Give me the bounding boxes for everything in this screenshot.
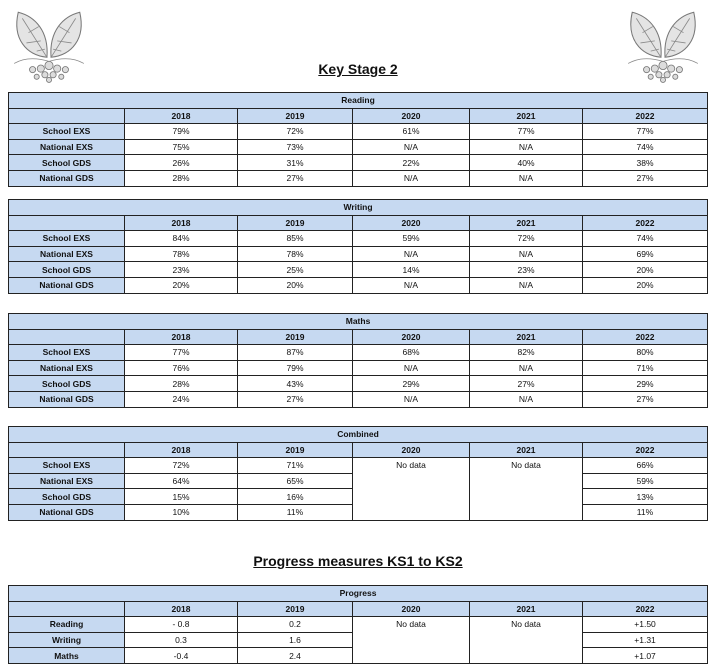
- year-header: 2021: [470, 215, 583, 231]
- value-cell: 20%: [125, 277, 238, 293]
- table-row: [9, 139, 708, 155]
- year-header: 2018: [125, 329, 238, 345]
- row-label: Reading: [9, 617, 125, 633]
- value-cell: N/A: [353, 391, 470, 407]
- year-header: 2021: [470, 442, 583, 458]
- value-cell: 20%: [238, 277, 353, 293]
- row-label: School EXS: [9, 458, 125, 474]
- value-cell: N/A: [353, 277, 470, 293]
- value-cell: 72%: [238, 124, 353, 140]
- row-label: National EXS: [9, 473, 125, 489]
- value-cell: N/A: [470, 277, 583, 293]
- row-label: Writing: [9, 632, 125, 648]
- value-cell: 77%: [125, 345, 238, 361]
- value-cell: 27%: [238, 391, 353, 407]
- reading-table-caption: Reading: [9, 93, 708, 109]
- value-cell: 64%: [125, 473, 238, 489]
- value-cell: N/A: [353, 139, 470, 155]
- value-cell: 31%: [238, 155, 353, 171]
- table-row: [9, 360, 708, 376]
- value-cell: 0.3: [125, 632, 238, 648]
- value-cell: 27%: [583, 391, 708, 407]
- value-cell: 14%: [353, 262, 470, 278]
- value-cell: 77%: [470, 124, 583, 140]
- year-header: 2018: [125, 215, 238, 231]
- value-cell: 22%: [353, 155, 470, 171]
- value-cell: 20%: [583, 262, 708, 278]
- value-cell: 28%: [125, 170, 238, 186]
- year-header: 2021: [470, 108, 583, 124]
- year-header: 2022: [583, 442, 708, 458]
- value-cell: 23%: [470, 262, 583, 278]
- value-cell: 72%: [125, 458, 238, 474]
- writing-table: [8, 199, 708, 294]
- year-header: 2020: [353, 601, 470, 617]
- value-cell: 26%: [125, 155, 238, 171]
- corner-cell: [9, 329, 125, 345]
- value-cell: 28%: [125, 376, 238, 392]
- reading-table-year-row: [9, 108, 708, 124]
- value-cell: 2.4: [238, 648, 353, 664]
- row-label: National GDS: [9, 277, 125, 293]
- table-row: [9, 345, 708, 361]
- value-cell: N/A: [470, 360, 583, 376]
- value-cell: - 0.8: [125, 617, 238, 633]
- row-label: National GDS: [9, 504, 125, 520]
- value-cell: 0.2: [238, 617, 353, 633]
- value-cell: 27%: [238, 170, 353, 186]
- progress-table: [8, 585, 708, 664]
- value-cell: 87%: [238, 345, 353, 361]
- year-header: 2022: [583, 601, 708, 617]
- value-cell: N/A: [470, 246, 583, 262]
- row-label: School EXS: [9, 345, 125, 361]
- row-label: National EXS: [9, 360, 125, 376]
- value-cell: +1.50: [583, 617, 708, 633]
- value-cell: 1.6: [238, 632, 353, 648]
- table-row: [9, 170, 708, 186]
- value-cell: 29%: [583, 376, 708, 392]
- value-cell: N/A: [470, 139, 583, 155]
- table-row: [9, 277, 708, 293]
- progress-table-caption: Progress: [9, 586, 708, 602]
- combined-table: [8, 426, 708, 521]
- combined-table-caption-row: [9, 427, 708, 443]
- year-header: 2020: [353, 442, 470, 458]
- value-cell: 75%: [125, 139, 238, 155]
- value-cell: 38%: [583, 155, 708, 171]
- value-cell: 10%: [125, 504, 238, 520]
- combined-table-year-row: [9, 442, 708, 458]
- row-label: National EXS: [9, 246, 125, 262]
- value-cell: N/A: [470, 170, 583, 186]
- corner-cell: [9, 601, 125, 617]
- maths-table: [8, 313, 708, 408]
- maths-table-caption: Maths: [9, 314, 708, 330]
- value-cell: N/A: [353, 246, 470, 262]
- value-cell: 29%: [353, 376, 470, 392]
- table-row: [9, 231, 708, 247]
- value-cell: 15%: [125, 489, 238, 505]
- maths-table-year-row: [9, 329, 708, 345]
- year-header: 2021: [470, 601, 583, 617]
- year-header: 2018: [125, 108, 238, 124]
- writing-table-caption-row: [9, 200, 708, 216]
- year-header: 2019: [238, 108, 353, 124]
- year-header: 2022: [583, 329, 708, 345]
- value-cell: 80%: [583, 345, 708, 361]
- value-cell: 24%: [125, 391, 238, 407]
- year-header: 2022: [583, 215, 708, 231]
- progress-table-caption-row: [9, 586, 708, 602]
- table-row: [9, 617, 708, 633]
- value-cell: 74%: [583, 231, 708, 247]
- row-label: School GDS: [9, 155, 125, 171]
- year-header: 2020: [353, 215, 470, 231]
- row-label: National GDS: [9, 170, 125, 186]
- value-cell: 59%: [583, 473, 708, 489]
- value-cell: 11%: [583, 504, 708, 520]
- year-header: 2020: [353, 108, 470, 124]
- value-cell: 73%: [238, 139, 353, 155]
- writing-table-caption: Writing: [9, 200, 708, 216]
- combined-table-caption: Combined: [9, 427, 708, 443]
- value-cell: 20%: [583, 277, 708, 293]
- table-row: [9, 262, 708, 278]
- row-label: National EXS: [9, 139, 125, 155]
- value-cell: 71%: [583, 360, 708, 376]
- value-cell: 23%: [125, 262, 238, 278]
- value-cell: 76%: [125, 360, 238, 376]
- value-cell: 40%: [470, 155, 583, 171]
- value-cell: N/A: [353, 170, 470, 186]
- row-label: School GDS: [9, 376, 125, 392]
- value-cell: 66%: [583, 458, 708, 474]
- value-cell: 69%: [583, 246, 708, 262]
- value-cell: 16%: [238, 489, 353, 505]
- value-cell: 78%: [238, 246, 353, 262]
- year-header: 2019: [238, 329, 353, 345]
- year-header: 2019: [238, 601, 353, 617]
- value-cell: 11%: [238, 504, 353, 520]
- no-data-cell: No data: [353, 617, 470, 664]
- progress-table-year-row: [9, 601, 708, 617]
- year-header: 2018: [125, 442, 238, 458]
- value-cell: -0.4: [125, 648, 238, 664]
- table-row: [9, 155, 708, 171]
- reading-table: [8, 92, 708, 187]
- value-cell: 27%: [470, 376, 583, 392]
- value-cell: 84%: [125, 231, 238, 247]
- year-header: 2019: [238, 442, 353, 458]
- value-cell: 68%: [353, 345, 470, 361]
- value-cell: 74%: [583, 139, 708, 155]
- reading-table-caption-row: [9, 93, 708, 109]
- row-label: School EXS: [9, 124, 125, 140]
- year-header: 2022: [583, 108, 708, 124]
- table-row: [9, 376, 708, 392]
- writing-table-year-row: [9, 215, 708, 231]
- value-cell: +1.07: [583, 648, 708, 664]
- value-cell: 85%: [238, 231, 353, 247]
- value-cell: 59%: [353, 231, 470, 247]
- row-label: Maths: [9, 648, 125, 664]
- table-row: [9, 246, 708, 262]
- value-cell: 13%: [583, 489, 708, 505]
- value-cell: 79%: [238, 360, 353, 376]
- value-cell: +1.31: [583, 632, 708, 648]
- value-cell: 82%: [470, 345, 583, 361]
- value-cell: 78%: [125, 246, 238, 262]
- value-cell: 71%: [238, 458, 353, 474]
- value-cell: 65%: [238, 473, 353, 489]
- progress-title: Progress measures KS1 to KS2: [253, 553, 463, 569]
- year-header: 2018: [125, 601, 238, 617]
- corner-cell: [9, 442, 125, 458]
- row-label: School GDS: [9, 489, 125, 505]
- table-row: [9, 458, 708, 474]
- no-data-cell: No data: [470, 617, 583, 664]
- value-cell: 72%: [470, 231, 583, 247]
- corner-cell: [9, 108, 125, 124]
- year-header: 2021: [470, 329, 583, 345]
- maths-table-caption-row: [9, 314, 708, 330]
- page-title: Key Stage 2: [318, 61, 398, 77]
- value-cell: 61%: [353, 124, 470, 140]
- corner-cell: [9, 215, 125, 231]
- table-row: [9, 124, 708, 140]
- row-label: School GDS: [9, 262, 125, 278]
- table-row: [9, 391, 708, 407]
- value-cell: N/A: [470, 391, 583, 407]
- no-data-cell: No data: [470, 458, 583, 520]
- year-header: 2019: [238, 215, 353, 231]
- value-cell: 27%: [583, 170, 708, 186]
- value-cell: 25%: [238, 262, 353, 278]
- value-cell: 43%: [238, 376, 353, 392]
- year-header: 2020: [353, 329, 470, 345]
- row-label: School EXS: [9, 231, 125, 247]
- no-data-cell: No data: [353, 458, 470, 520]
- value-cell: 77%: [583, 124, 708, 140]
- row-label: National GDS: [9, 391, 125, 407]
- value-cell: 79%: [125, 124, 238, 140]
- value-cell: N/A: [353, 360, 470, 376]
